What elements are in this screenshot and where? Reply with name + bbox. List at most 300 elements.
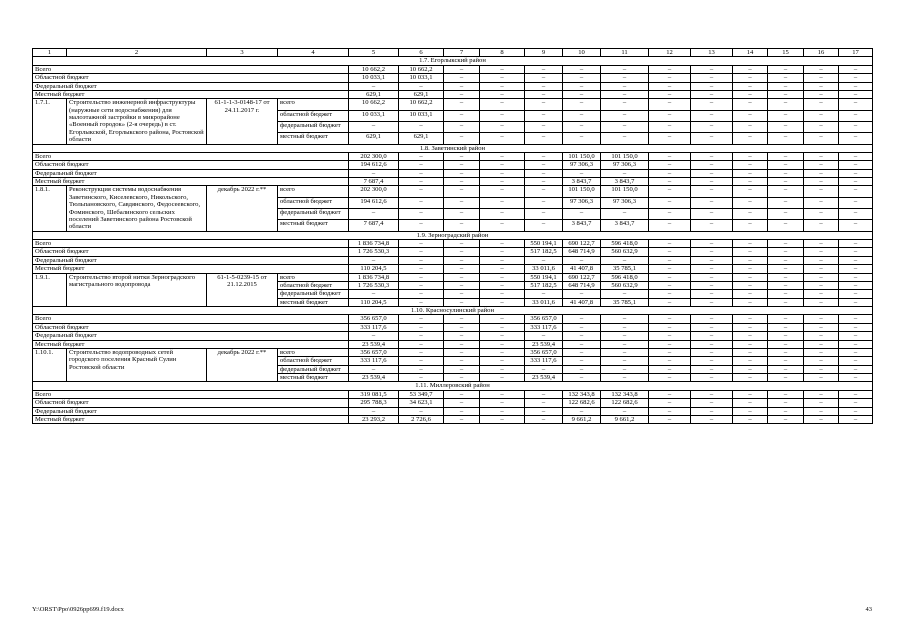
item-value: 690 122,7: [563, 273, 601, 281]
summary-value: –: [733, 256, 768, 264]
item-value: –: [691, 220, 733, 231]
item-value: –: [349, 290, 399, 298]
summary-value: –: [601, 74, 649, 82]
summary-value: –: [768, 169, 804, 177]
summary-label: Федеральный бюджет: [33, 407, 349, 415]
summary-value: –: [399, 248, 444, 256]
summary-value: –: [768, 415, 804, 423]
summary-value: –: [691, 161, 733, 169]
item-value: –: [649, 133, 691, 144]
item-value: –: [399, 365, 444, 373]
item-value: –: [733, 197, 768, 208]
funding-source: местный бюджет: [278, 374, 349, 382]
item-value: –: [733, 374, 768, 382]
summary-value: –: [444, 65, 480, 73]
summary-value: –: [649, 248, 691, 256]
item-value: –: [691, 290, 733, 298]
item-value: –: [839, 365, 873, 373]
column-number-cell: 14: [733, 49, 768, 57]
summary-value: –: [444, 82, 480, 90]
summary-value: –: [839, 332, 873, 340]
summary-row: [33, 323, 873, 331]
column-number-cell: 10: [563, 49, 601, 57]
item-value: –: [839, 220, 873, 231]
summary-row: [33, 399, 873, 407]
item-number: 1.9.1.: [33, 273, 67, 307]
summary-value: –: [444, 315, 480, 323]
item-value: –: [649, 99, 691, 110]
item-value: 333 117,6: [525, 357, 563, 365]
item-value: –: [804, 133, 839, 144]
summary-value: –: [444, 332, 480, 340]
summary-value: –: [733, 399, 768, 407]
item-value: 101 150,0: [601, 186, 649, 197]
column-number-cell: 11: [601, 49, 649, 57]
summary-value: –: [349, 332, 399, 340]
item-value: –: [691, 281, 733, 289]
table-body: [33, 49, 873, 424]
item-value: –: [444, 220, 480, 231]
summary-value: 202 300,0: [349, 152, 399, 160]
item-value: –: [563, 374, 601, 382]
section-title-row: [33, 57, 873, 65]
summary-value: –: [839, 240, 873, 248]
funding-source: областной бюджет: [278, 357, 349, 365]
item-value: –: [804, 357, 839, 365]
summary-label: Федеральный бюджет: [33, 82, 349, 90]
summary-value: 1 726 530,3: [349, 248, 399, 256]
item-value: 356 657,0: [525, 348, 563, 356]
summary-value: –: [480, 323, 525, 331]
item-value: –: [601, 110, 649, 121]
item-value: –: [804, 186, 839, 197]
summary-label: Федеральный бюджет: [33, 169, 349, 177]
summary-value: 3 843,7: [601, 178, 649, 186]
summary-value: –: [399, 407, 444, 415]
summary-value: 132 343,8: [563, 390, 601, 398]
funding-source: всего: [278, 186, 349, 197]
summary-value: –: [768, 256, 804, 264]
item-value: 3 843,7: [601, 220, 649, 231]
summary-value: –: [399, 152, 444, 160]
summary-value: –: [444, 90, 480, 98]
summary-value: –: [804, 265, 839, 273]
item-value: –: [649, 273, 691, 281]
item-value: –: [525, 197, 563, 208]
summary-value: 596 418,0: [601, 240, 649, 248]
item-value: –: [733, 348, 768, 356]
item-value: –: [480, 357, 525, 365]
item-value: –: [733, 186, 768, 197]
summary-value: –: [444, 240, 480, 248]
column-number-cell: 1: [33, 49, 67, 57]
summary-value: –: [733, 82, 768, 90]
summary-value: –: [691, 90, 733, 98]
item-value: –: [649, 197, 691, 208]
summary-value: –: [563, 407, 601, 415]
summary-row: [33, 90, 873, 98]
item-value: –: [563, 290, 601, 298]
item-value: –: [733, 273, 768, 281]
item-value: –: [691, 110, 733, 121]
summary-value: –: [804, 332, 839, 340]
item-value: –: [563, 357, 601, 365]
summary-value: 629,1: [349, 90, 399, 98]
item-row: [33, 348, 873, 356]
summary-value: –: [768, 152, 804, 160]
item-value: –: [804, 273, 839, 281]
item-value: 333 117,6: [349, 357, 399, 365]
summary-label: Областной бюджет: [33, 161, 349, 169]
item-value: –: [691, 365, 733, 373]
column-number-cell: 15: [768, 49, 804, 57]
item-value: –: [804, 220, 839, 231]
item-document: 61-1-1-3-0148-17 от 24.11.2017 г.: [207, 99, 278, 144]
funding-source: всего: [278, 99, 349, 110]
section-title-row: [33, 382, 873, 390]
item-value: –: [563, 110, 601, 121]
section-title: 1.7. Егорлыкский район: [33, 57, 873, 65]
summary-value: –: [691, 240, 733, 248]
item-value: –: [649, 281, 691, 289]
summary-value: –: [349, 256, 399, 264]
summary-value: –: [649, 161, 691, 169]
item-number: 1.7.1.: [33, 99, 67, 144]
item-value: –: [733, 99, 768, 110]
item-value: –: [733, 298, 768, 306]
item-value: –: [444, 374, 480, 382]
funding-source: всего: [278, 273, 349, 281]
summary-value: –: [480, 65, 525, 73]
section-title: 1.10. Красносулинский район: [33, 307, 873, 315]
item-number: 1.10.1.: [33, 348, 67, 382]
column-number-row: [33, 49, 873, 57]
summary-value: –: [768, 82, 804, 90]
item-value: –: [733, 121, 768, 132]
summary-value: –: [480, 315, 525, 323]
column-number-cell: 4: [278, 49, 349, 57]
summary-value: –: [691, 315, 733, 323]
summary-value: 356 657,0: [349, 315, 399, 323]
summary-value: –: [649, 415, 691, 423]
item-value: –: [601, 99, 649, 110]
item-value: 517 182,5: [525, 281, 563, 289]
item-value: –: [839, 273, 873, 281]
summary-label: Областной бюджет: [33, 74, 349, 82]
summary-value: –: [691, 248, 733, 256]
item-value: –: [480, 374, 525, 382]
summary-value: –: [525, 390, 563, 398]
item-value: –: [649, 290, 691, 298]
summary-label: Областной бюджет: [33, 248, 349, 256]
item-value: –: [480, 365, 525, 373]
summary-value: –: [691, 82, 733, 90]
item-value: –: [691, 186, 733, 197]
summary-value: 53 349,7: [399, 390, 444, 398]
item-value: –: [733, 209, 768, 220]
summary-value: –: [804, 152, 839, 160]
summary-value: –: [601, 169, 649, 177]
summary-value: –: [563, 90, 601, 98]
item-document: 61-1-5-0239-15 от 21.12.2015: [207, 273, 278, 307]
item-value: –: [563, 365, 601, 373]
funding-source: областной бюджет: [278, 197, 349, 208]
item-value: –: [480, 99, 525, 110]
item-value: –: [444, 110, 480, 121]
summary-value: –: [733, 169, 768, 177]
item-value: –: [649, 374, 691, 382]
summary-value: –: [399, 332, 444, 340]
item-value: 7 687,4: [349, 220, 399, 231]
summary-row: [33, 265, 873, 273]
summary-value: –: [601, 340, 649, 348]
item-value: –: [444, 133, 480, 144]
budget-table-page: [32, 48, 872, 424]
item-value: 101 150,0: [563, 186, 601, 197]
item-value: –: [444, 273, 480, 281]
summary-value: 333 117,6: [525, 323, 563, 331]
summary-value: –: [733, 315, 768, 323]
item-value: –: [563, 99, 601, 110]
summary-value: –: [349, 169, 399, 177]
summary-value: –: [839, 315, 873, 323]
page-number: 43: [865, 606, 872, 613]
summary-value: –: [804, 407, 839, 415]
item-value: –: [480, 197, 525, 208]
item-value: –: [804, 209, 839, 220]
summary-value: –: [839, 248, 873, 256]
item-value: –: [768, 99, 804, 110]
item-value: –: [444, 348, 480, 356]
summary-value: 560 632,9: [601, 248, 649, 256]
summary-value: –: [480, 240, 525, 248]
funding-source: областной бюджет: [278, 281, 349, 289]
summary-value: –: [480, 390, 525, 398]
summary-value: –: [839, 256, 873, 264]
summary-value: –: [525, 332, 563, 340]
summary-value: 648 714,9: [563, 248, 601, 256]
item-value: –: [563, 133, 601, 144]
item-value: –: [399, 121, 444, 132]
summary-value: –: [733, 65, 768, 73]
section-title: 1.11. Миллеровский район: [33, 382, 873, 390]
item-value: –: [480, 133, 525, 144]
summary-value: –: [649, 152, 691, 160]
column-number-cell: 2: [67, 49, 207, 57]
item-value: –: [839, 357, 873, 365]
summary-label: Федеральный бюджет: [33, 332, 349, 340]
item-value: –: [839, 110, 873, 121]
summary-value: –: [399, 82, 444, 90]
summary-value: –: [649, 390, 691, 398]
item-value: 33 011,6: [525, 298, 563, 306]
item-value: –: [804, 348, 839, 356]
item-value: –: [444, 298, 480, 306]
summary-label: Всего: [33, 240, 349, 248]
column-number-cell: 16: [804, 49, 839, 57]
item-value: –: [839, 209, 873, 220]
summary-row: [33, 415, 873, 423]
summary-value: –: [525, 82, 563, 90]
summary-value: 110 204,5: [349, 265, 399, 273]
item-value: –: [768, 209, 804, 220]
item-value: –: [804, 374, 839, 382]
summary-value: –: [804, 415, 839, 423]
summary-value: –: [733, 340, 768, 348]
summary-row: [33, 82, 873, 90]
item-value: 596 418,0: [601, 273, 649, 281]
summary-row: [33, 152, 873, 160]
item-value: –: [649, 357, 691, 365]
item-value: –: [563, 348, 601, 356]
summary-value: –: [839, 152, 873, 160]
summary-value: –: [480, 265, 525, 273]
item-value: –: [733, 365, 768, 373]
summary-value: 35 785,1: [601, 265, 649, 273]
summary-value: –: [733, 240, 768, 248]
summary-value: –: [691, 332, 733, 340]
summary-value: 295 788,3: [349, 399, 399, 407]
summary-value: –: [768, 90, 804, 98]
summary-value: –: [480, 248, 525, 256]
item-value: –: [804, 298, 839, 306]
budget-table: [32, 48, 873, 424]
summary-value: –: [563, 256, 601, 264]
item-value: –: [839, 99, 873, 110]
summary-value: –: [649, 90, 691, 98]
summary-value: –: [839, 340, 873, 348]
summary-value: 10 033,1: [399, 74, 444, 82]
item-value: –: [839, 374, 873, 382]
item-value: –: [804, 290, 839, 298]
summary-value: –: [839, 74, 873, 82]
summary-value: –: [768, 399, 804, 407]
item-value: –: [691, 273, 733, 281]
summary-value: –: [649, 256, 691, 264]
item-value: –: [768, 365, 804, 373]
summary-value: 23 293,2: [349, 415, 399, 423]
summary-value: –: [839, 407, 873, 415]
item-number: 1.8.1.: [33, 186, 67, 231]
summary-value: –: [839, 323, 873, 331]
summary-value: –: [525, 178, 563, 186]
summary-value: –: [601, 65, 649, 73]
summary-value: –: [563, 82, 601, 90]
item-value: –: [733, 290, 768, 298]
column-number-cell: 8: [480, 49, 525, 57]
summary-value: –: [733, 178, 768, 186]
item-value: –: [691, 298, 733, 306]
item-value: 97 306,3: [601, 197, 649, 208]
item-value: –: [804, 281, 839, 289]
summary-value: –: [563, 74, 601, 82]
item-value: –: [525, 220, 563, 231]
summary-value: –: [399, 169, 444, 177]
item-value: –: [399, 374, 444, 382]
summary-value: –: [768, 248, 804, 256]
item-value: –: [804, 121, 839, 132]
summary-label: Федеральный бюджет: [33, 256, 349, 264]
summary-row: [33, 390, 873, 398]
summary-value: 550 194,1: [525, 240, 563, 248]
summary-value: –: [480, 399, 525, 407]
summary-value: –: [691, 256, 733, 264]
summary-value: –: [444, 161, 480, 169]
summary-value: –: [444, 169, 480, 177]
item-value: –: [444, 209, 480, 220]
funding-source: областной бюджет: [278, 110, 349, 121]
funding-source: федеральный бюджет: [278, 290, 349, 298]
summary-value: –: [399, 256, 444, 264]
summary-value: –: [525, 152, 563, 160]
summary-value: 333 117,6: [349, 323, 399, 331]
summary-value: –: [563, 323, 601, 331]
item-value: –: [480, 110, 525, 121]
summary-value: –: [525, 90, 563, 98]
item-value: –: [480, 209, 525, 220]
item-value: –: [691, 357, 733, 365]
item-value: –: [768, 281, 804, 289]
item-value: 23 539,4: [525, 374, 563, 382]
summary-value: –: [480, 74, 525, 82]
summary-value: –: [733, 90, 768, 98]
item-value: –: [691, 374, 733, 382]
summary-value: –: [480, 152, 525, 160]
item-value: –: [768, 374, 804, 382]
summary-value: –: [399, 323, 444, 331]
item-value: 35 785,1: [601, 298, 649, 306]
summary-value: 10 033,1: [349, 74, 399, 82]
item-value: –: [804, 197, 839, 208]
summary-value: 2 726,6: [399, 415, 444, 423]
section-title-row: [33, 144, 873, 152]
column-number-cell: 12: [649, 49, 691, 57]
summary-value: 10 662,2: [399, 65, 444, 73]
summary-value: –: [649, 74, 691, 82]
item-value: –: [444, 290, 480, 298]
item-name: Строительство инженерной инфраструктуры (наружные сети водоснабжения) для малоэтажной застройки в микрорайоне «Военный городок» (2-я очередь) в ст. Егорлыкской, Егорлыкского района, Ростовской области: [67, 99, 207, 144]
summary-value: –: [525, 161, 563, 169]
item-value: –: [399, 273, 444, 281]
item-value: –: [691, 197, 733, 208]
summary-value: –: [804, 240, 839, 248]
summary-label: Всего: [33, 315, 349, 323]
item-value: –: [649, 365, 691, 373]
item-document: декабрь 2022 г.**: [207, 186, 278, 231]
summary-value: 34 623,1: [399, 399, 444, 407]
item-value: 10 662,2: [349, 99, 399, 110]
item-value: –: [480, 273, 525, 281]
summary-value: –: [399, 340, 444, 348]
summary-value: 101 150,0: [563, 152, 601, 160]
item-value: 194 612,6: [349, 197, 399, 208]
summary-value: –: [768, 74, 804, 82]
summary-value: –: [563, 340, 601, 348]
summary-value: –: [691, 169, 733, 177]
summary-value: –: [480, 256, 525, 264]
item-value: –: [444, 186, 480, 197]
item-value: –: [399, 290, 444, 298]
summary-value: –: [839, 65, 873, 73]
summary-value: –: [768, 265, 804, 273]
summary-label: Местный бюджет: [33, 90, 349, 98]
item-value: –: [563, 121, 601, 132]
summary-value: –: [804, 90, 839, 98]
summary-value: 122 682,6: [601, 399, 649, 407]
item-value: 356 657,0: [349, 348, 399, 356]
item-value: –: [768, 357, 804, 365]
summary-value: –: [691, 340, 733, 348]
